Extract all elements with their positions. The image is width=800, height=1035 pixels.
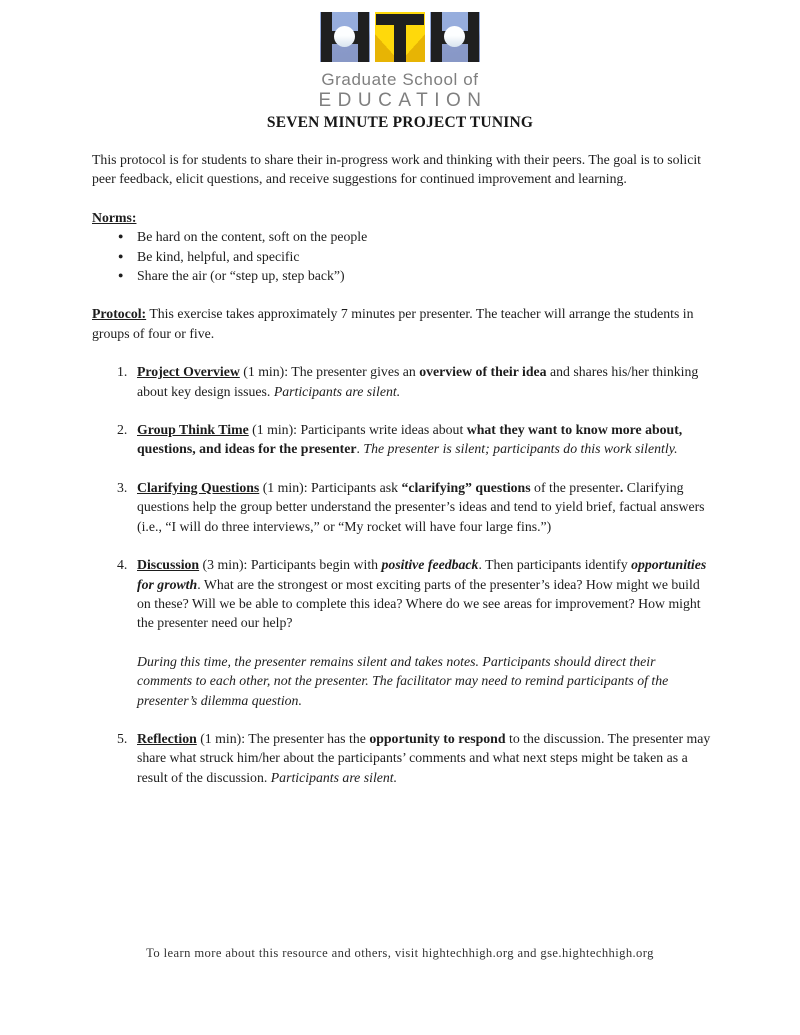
logo-subtitle-line1: Graduate School of	[321, 70, 479, 89]
page-title: SEVEN MINUTE PROJECT TUNING	[266, 114, 534, 131]
step-number: 5.	[117, 730, 128, 746]
bullet-text	[137, 247, 712, 266]
text-run: Clarifying Questions	[137, 479, 260, 495]
document-body	[92, 150, 712, 806]
hth-h-right-icon	[430, 12, 480, 62]
numbered-step	[92, 420, 712, 459]
text-run: This exercise takes approximately 7 minutes per presenter. The teacher will arrange the students in groups of four or five.	[92, 306, 697, 341]
bullet-list	[92, 227, 712, 285]
numbered-step	[92, 555, 712, 710]
text-run: The presenter is silent; participants do this work silently.	[363, 441, 678, 457]
logo-subtitle-line2: EDUCATION	[318, 90, 488, 111]
text-run: . What are the strongest or most exciting parts of the presenter’s idea? How might we build on these? Will we be able to complete this idea? Where do we see areas for improvement? How might the presenter need our help?	[137, 576, 705, 631]
numbered-step	[92, 362, 712, 401]
step-paragraph	[137, 729, 712, 787]
bullet-icon: ●	[118, 250, 124, 261]
step-paragraph	[137, 478, 712, 536]
text-run: overview of their idea	[419, 364, 547, 380]
text-run: (3 min): Participants begin with	[199, 557, 382, 573]
text-run: (1 min): Participants write ideas about	[248, 422, 467, 438]
text-run: Protocol:	[92, 306, 147, 322]
text-run: what they want to know more about, questions, and ideas for the presenter	[137, 422, 686, 457]
bullet-item	[92, 247, 712, 266]
step-text	[137, 362, 712, 401]
text-run: opportunities for growth	[137, 557, 710, 592]
text-run: Discussion	[137, 557, 200, 573]
bullet-text	[137, 227, 712, 246]
paragraph	[92, 150, 712, 189]
text-run: of the presenter	[530, 479, 620, 495]
section-heading	[92, 208, 712, 227]
text-run: . Then participants identify	[478, 557, 632, 573]
hth-h-left-icon	[320, 12, 370, 62]
text-run: Participants are silent.	[273, 383, 401, 399]
text-run: Be kind, helpful, and specific	[137, 248, 300, 264]
bullet-icon: ●	[118, 270, 124, 281]
text-run: Project Overview	[137, 364, 240, 380]
bullet-icon: ●	[118, 231, 124, 242]
step-number: 1.	[117, 364, 128, 380]
text-run: and shares his/her thinking about key design issues.	[137, 364, 702, 399]
bullet-item	[92, 227, 712, 246]
text-run: (1 min): The presenter gives an	[239, 364, 420, 380]
h-circle-icon	[334, 26, 355, 47]
org-logo	[0, 12, 800, 112]
text-run: Be hard on the content, soft on the people	[137, 229, 368, 245]
paragraph	[92, 304, 712, 343]
text-run: .	[619, 479, 624, 495]
text-run: This protocol is for students to share their in-progress work and thinking with their peers. The goal is to solicit peer feedback, elicit questions, and receive suggestions for continued improvement and learning.	[92, 152, 705, 187]
text-run: (1 min): The presenter has the	[196, 730, 370, 746]
step-number: 2.	[117, 422, 128, 438]
step-paragraph	[137, 652, 712, 710]
text-run: During this time, the presenter remains silent and takes notes. Participants should direct their comments to each other, not the presenter. The facilitator may need to remind participants of the presenter’s dilemma question.	[137, 653, 672, 708]
step-number: 3.	[117, 479, 128, 495]
bullet-item	[92, 266, 712, 285]
text-run: opportunity to respond	[369, 730, 506, 746]
h-circle-icon	[444, 26, 465, 47]
text-run: positive feedback	[381, 557, 479, 573]
bullet-text	[137, 266, 712, 285]
text-run: to the discussion. The presenter may share what struck him/her about the participants’ comments and what next steps might be taken as a result of the discussion.	[137, 730, 714, 785]
text-run: “clarifying” questions	[401, 479, 531, 495]
hth-logo	[320, 12, 480, 62]
step-paragraph	[137, 362, 712, 401]
t-stem	[394, 14, 406, 62]
step-text	[137, 478, 712, 536]
hth-t-icon	[375, 12, 425, 62]
numbered-step	[92, 478, 712, 536]
text-run: Group Think Time	[137, 422, 249, 438]
text-run: Norms:	[92, 209, 137, 225]
text-run: (1 min): Participants ask	[259, 479, 402, 495]
step-paragraph	[137, 555, 712, 633]
text-run: Clarifying questions help the group better understand the presenter’s ideas and tend to yield brief, factual answers (i.e., “I will do three interviews,” or “My rocket will have four large fins.”)	[137, 479, 712, 534]
text-run: Reflection	[137, 730, 197, 746]
step-number: 4.	[117, 557, 128, 573]
step-text	[137, 555, 712, 710]
numbered-step	[92, 729, 712, 787]
text-run: Participants are silent.	[270, 769, 398, 785]
step-text	[137, 420, 712, 459]
text-run: .	[356, 441, 364, 457]
step-text	[137, 729, 712, 787]
footer-note: To learn more about this resource and others, visit hightechhigh.org and gse.hightechhigh.org	[146, 946, 654, 960]
step-paragraph	[137, 420, 712, 459]
text-run: Share the air (or “step up, step back”)	[137, 268, 345, 284]
